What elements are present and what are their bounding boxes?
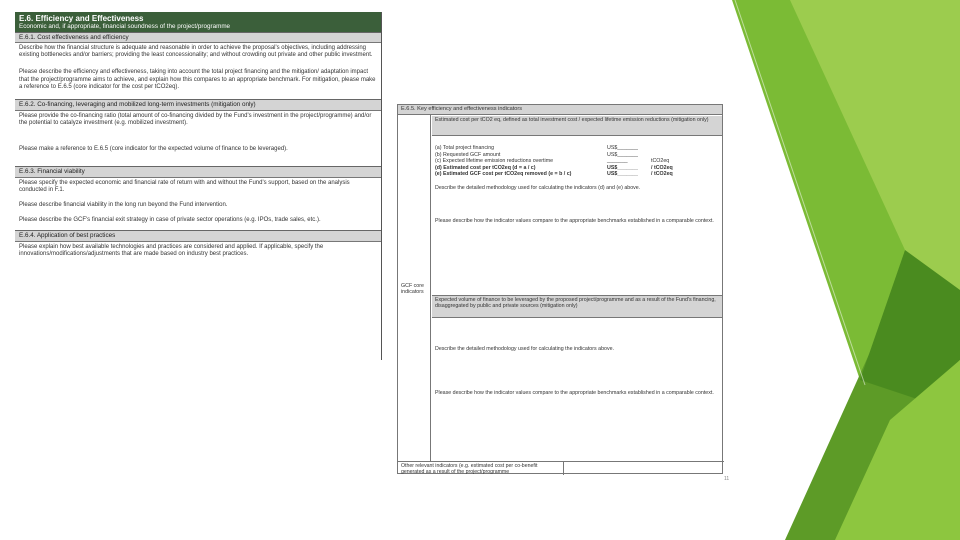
indicator-row [432,165,722,172]
page-number: 11 [724,476,730,482]
paragraph: Please describe the efficiency and effectiveness, taking into account the total project financing and the mitigation/ adaptation impact that the project/programme aims to achieve, and explain how this compares to an appropriate benchmark. For mitigation, please make a reference to E.6.5 (core indicator for the cost per tCO2eq). [19,69,376,90]
right-document-panel [397,104,730,482]
paragraph: Describe how the financial structure is adequate and reasonable in order to achieve the proposal's objectives, including addressing existing bottlenecks and/or barriers; providing the least concessionality; and without crowding out private and other public investment. [19,45,373,59]
deco-dark-shape [785,330,920,540]
other-indicators-row [398,461,724,475]
paragraph: Please explain how best available technologies and practices are considered and applied. If applicable, specify the innovations/modifications/adjustments that are made based on industry best practices. [19,243,324,258]
deco-bottom-shape [835,360,960,540]
section-title: E.6. Efficiency and Effectiveness [19,14,144,23]
paragraph: Please describe financial viability in the long run beyond the Fund intervention. [19,202,228,209]
cost-per-tco2-block [432,116,722,296]
section-e63 [15,166,381,230]
row-unit: / tCO2eq [651,171,673,178]
paragraph: Please provide the co-financing ratio (total amount of co-financing divided by the Fund's investment in the project/programme) and/or the potential to catalyze investment (e.g. mobilized investment). [19,112,372,126]
row-value: US$_______ [607,151,638,158]
paragraph: Please describe the GCF's financial exit strategy in case of private sector operations (e.g. IPOs, trade sales, etc.). [19,217,321,224]
methodology-note: Describe the detailed methodology used for calculating the indicators above. [435,346,615,352]
section-e61 [15,32,381,100]
block-title: Expected volume of finance to be leveraged by the proposed project/programme and as a result of the Fund's financing, disaggregated by public and private sources (mitigation only) [432,296,722,318]
row-label: (e) Estimated GCF cost per tCO2eq removed (e = b / c) [435,171,572,178]
section-heading: E.6.3. Financial viability [15,167,381,178]
other-indicators-label: Other relevant indicators (e.g. estimated cost per co-benefit generated as a result of the project/programme [398,462,564,475]
section-e64 [15,230,381,259]
leverage-block [432,295,722,461]
row-label: (b) Requested GCF amount [435,151,501,158]
indicator-row [432,158,722,165]
block-title: Estimated cost per tCO2 eq, defined as total investment cost / expected lifetime emission reductions (mitigation only) [432,116,722,136]
section-e62 [15,99,381,166]
paragraph: Please make a reference to E.6.5 (core indicator for the expected volume of finance to be leveraged). [19,145,288,152]
row-unit: tCO2eq [651,158,670,165]
row-value: US$_______ [607,164,638,171]
indicator-row [432,145,722,152]
section-heading: E.6.2. Co-financing, leveraging and mobilized long-term investments (mitigation only) [15,100,381,111]
left-document-panel [15,12,382,360]
row-label: (c) Expected lifetime emission reductions overtime [435,158,554,165]
benchmark-note: Please describe how the indicator values compare to the appropriate benchmarks established in a comparable context. [435,218,714,225]
deco-light-shape [745,0,960,540]
row-label: (a) Total project financing [435,145,495,151]
benchmark-note: Please describe how the indicator values compare to the appropriate benchmarks established in a comparable context. [435,390,714,397]
section-subtitle: Economic and, if appropriate, financial soundness of the project/programme [19,23,231,30]
row-value: US$_______ [607,145,638,151]
section-heading: E.6.4. Application of best practices [15,231,381,242]
section-heading: E.6.1. Cost effectiveness and efficiency [15,33,381,44]
paragraph: Please specify the expected economic and financial rate of return with and without the Fund's support, based on the analysis conducted in F.1. [19,179,350,193]
deco-mid-shape [732,0,905,380]
row-value: US$_______ [607,171,638,178]
indicator-table [397,104,723,474]
deco-line [735,0,865,385]
section-header [15,12,381,32]
row-value: _______ [607,158,628,165]
methodology-note: Describe the detailed methodology used for calculating the indicators (d) and (e) above. [435,184,641,191]
side-label: GCF core indicators [401,283,424,296]
row-label: (d) Estimated cost per tCO2eq (d = a / c) [435,164,536,171]
indicator-row [432,152,722,159]
indicator-row [432,171,722,178]
side-column [398,115,431,461]
deco-darkest-shape [860,250,960,400]
row-unit: / tCO2eq [651,164,673,171]
table-header: E.6.5. Key efficiency and effectiveness indicators [398,105,722,115]
